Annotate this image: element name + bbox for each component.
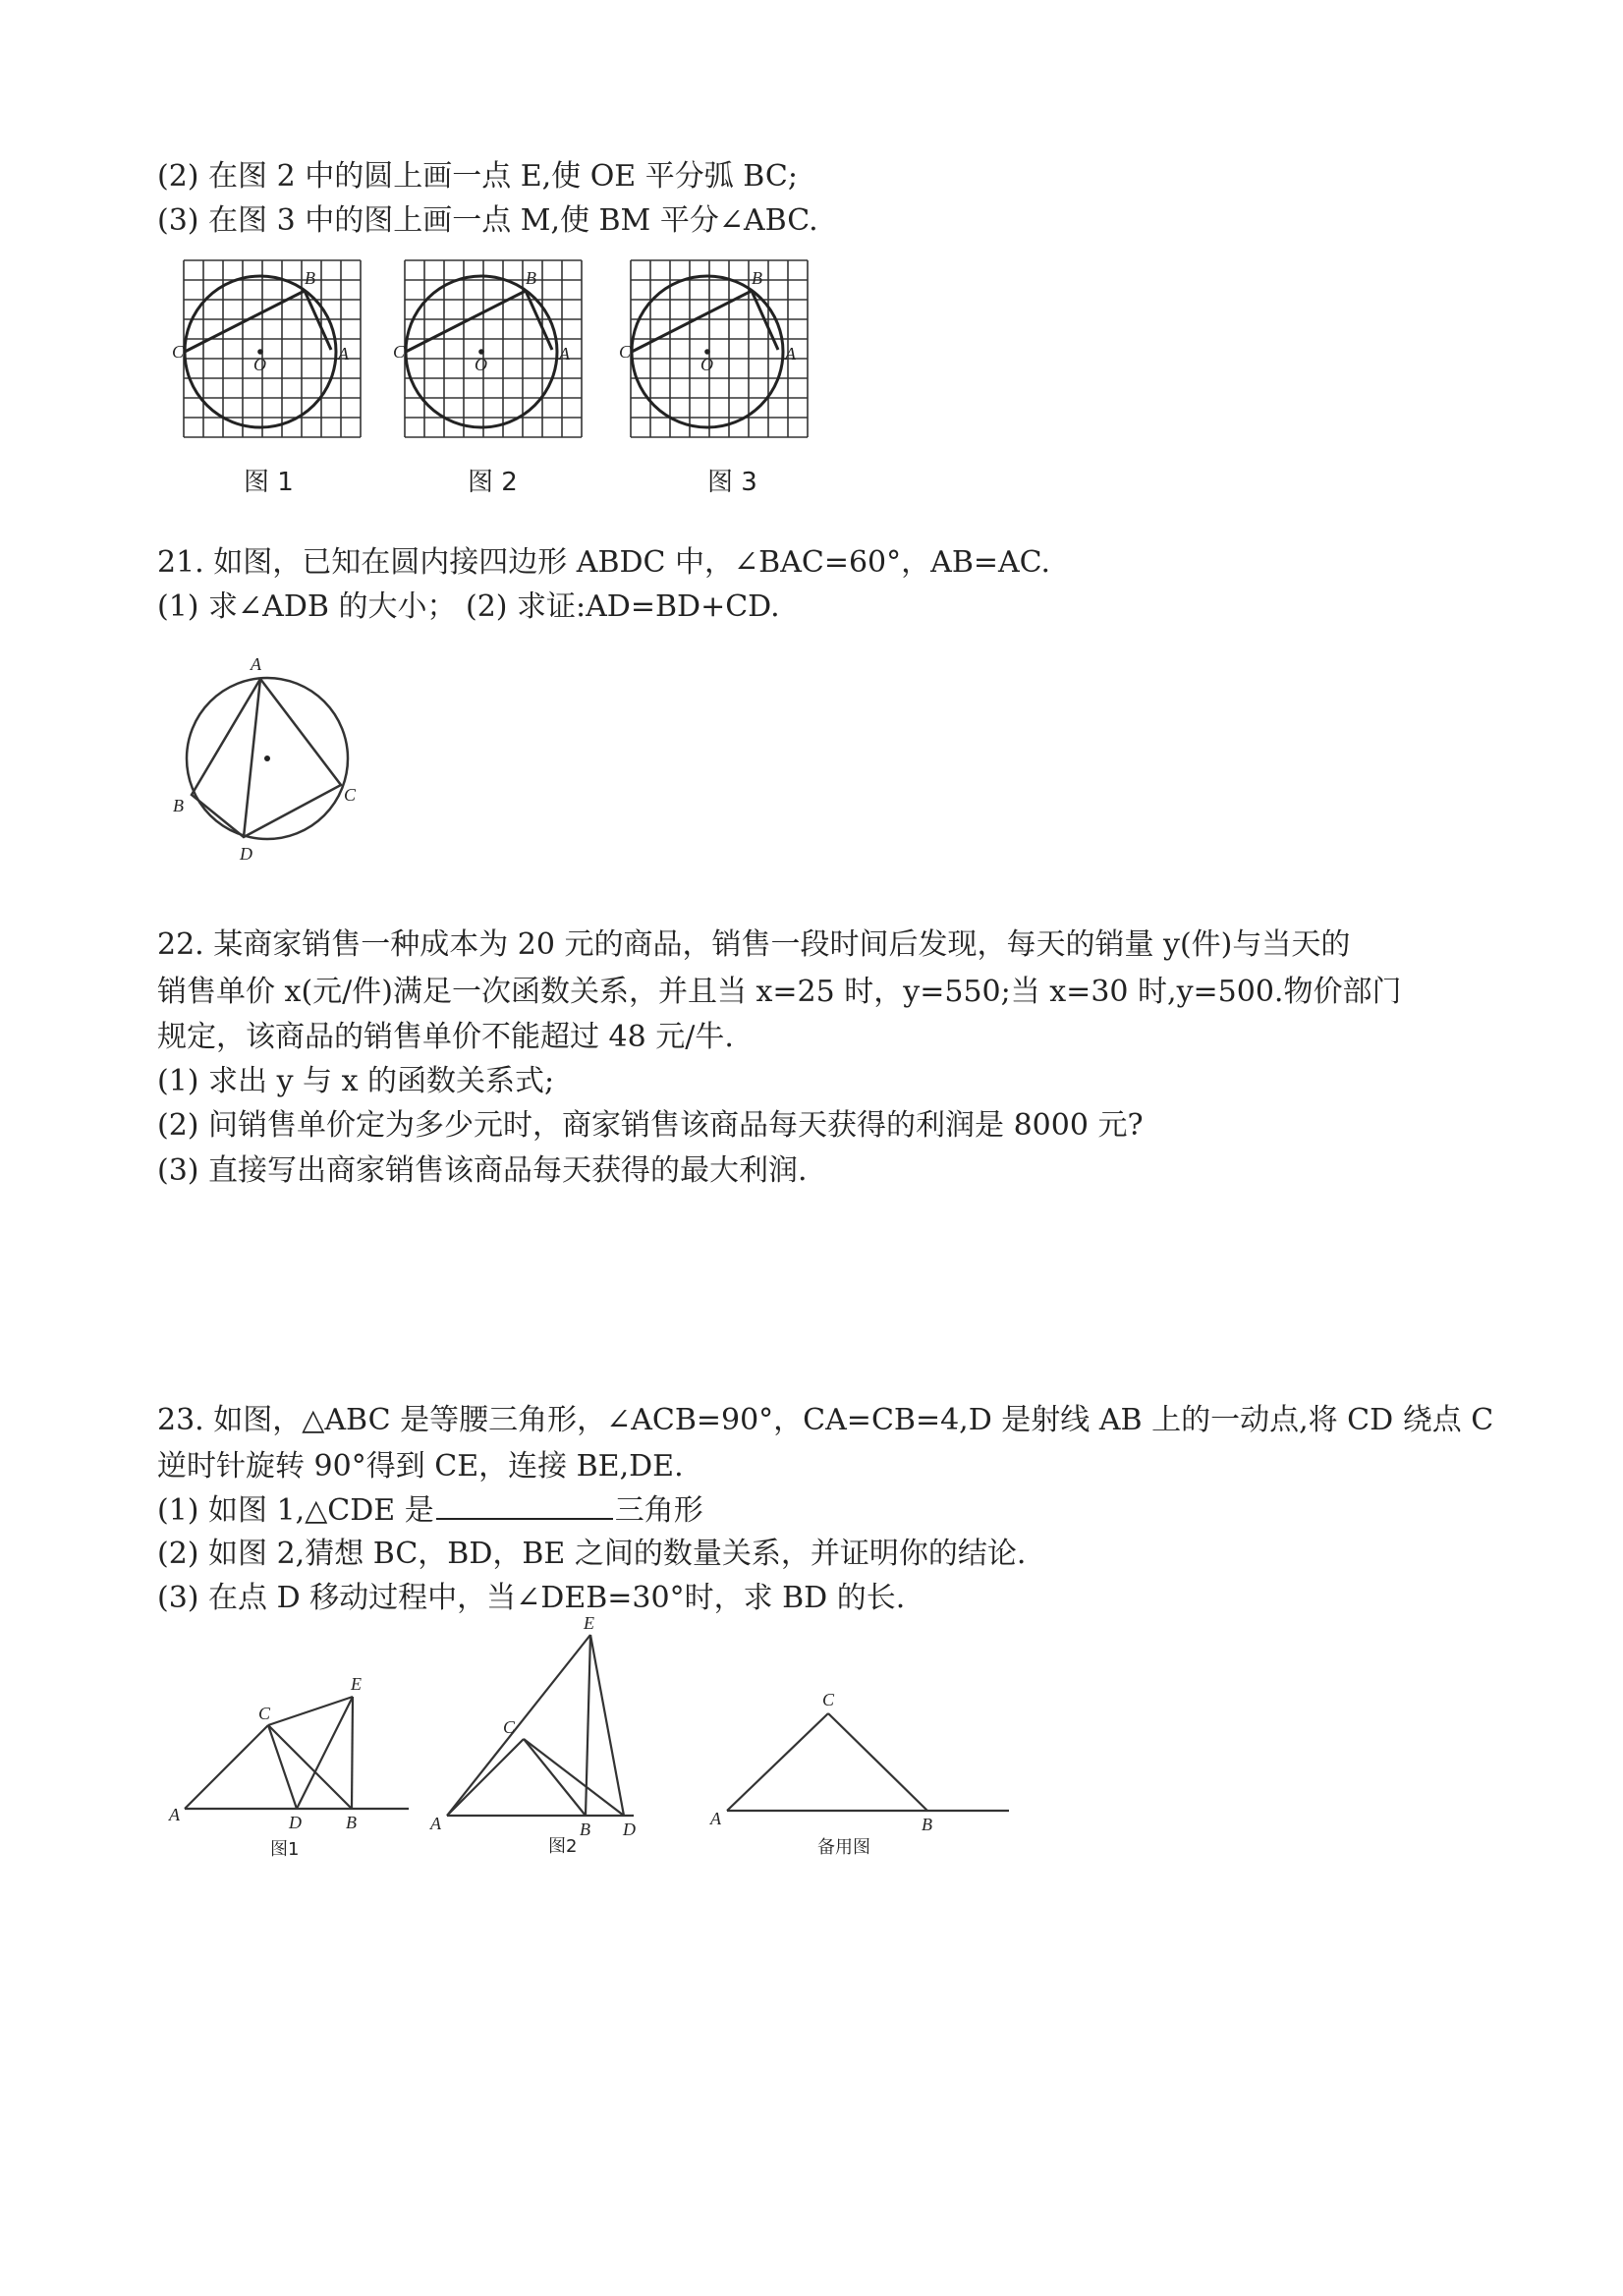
q22-part2: (2) 问销售单价定为多少元时，商家销售该商品每天获得的利润是 8000 元?	[157, 1108, 1144, 1143]
q23-triangle-diagrams	[157, 1611, 1041, 1876]
q23-fig-caption-2: 图2	[548, 1836, 578, 1857]
q20-fig-caption-2: 图 2	[468, 468, 518, 497]
q23-part3: (3) 在点 D 移动过程中，当∠DEB=30°时，求 BD 的长.	[157, 1581, 906, 1615]
label-c: C	[619, 342, 632, 362]
q23-line2: 逆时针旋转 90°得到 CE，连接 BE,DE.	[157, 1449, 684, 1484]
fig2-label-b: B	[580, 1820, 590, 1839]
label-c: C	[393, 342, 406, 362]
q22-part3: (3) 直接写出商家销售该商品每天获得的最大利润.	[157, 1153, 808, 1188]
q20-part3: (3) 在图 3 中的图上画一点 M,使 BM 平分∠ABC.	[157, 203, 818, 238]
q22-line2: 销售单价 x(元/件)满足一次函数关系，并且当 x=25 时，y=550;当 x=30 时,y=500.物价部门	[157, 975, 1402, 1009]
label-a: A	[559, 344, 570, 364]
q23-part1-text: (1) 如图 1,△CDE 是	[157, 1493, 434, 1528]
q23-part2: (2) 如图 2,猜想 BC，BD，BE 之间的数量关系，并证明你的结论.	[157, 1537, 1027, 1571]
fig1-label-d: D	[289, 1813, 302, 1832]
q20-figure-3	[619, 257, 815, 444]
q23-figures	[157, 1611, 1041, 1876]
q23-line1: 23. 如图，△ABC 是等腰三角形，∠ACB=90°，CA=CB=4,D 是射线 AB 上的一动点,将 CD 绕点 C	[157, 1403, 1494, 1437]
label-b: B	[526, 268, 536, 288]
q23-fig-caption-3: 备用图	[817, 1837, 870, 1858]
fig2-label-c: C	[503, 1717, 516, 1737]
fig1-label-a: A	[169, 1805, 180, 1824]
q22-line3: 规定，该商品的销售单价不能超过 48 元/牛.	[157, 1020, 734, 1054]
fig3-label-c: C	[822, 1690, 835, 1709]
label-a: A	[251, 654, 261, 674]
q21-stem: 21. 如图，已知在圆内接四边形 ABDC 中，∠BAC=60°，AB=AC.	[157, 545, 1051, 580]
q20-part2: (2) 在图 2 中的圆上画一点 E,使 OE 平分弧 BC;	[157, 159, 798, 194]
label-b: B	[752, 268, 762, 288]
label-c: C	[344, 785, 357, 805]
q22-line1: 22. 某商家销售一种成本为 20 元的商品，销售一段时间后发现，每天的销量 y(件)与当天的	[157, 927, 1351, 962]
q21-parts: (1) 求∠ADB 的大小； (2) 求证:AD=BD+CD.	[157, 589, 780, 624]
fig3-label-b: B	[922, 1815, 932, 1834]
q20-figure-2	[393, 257, 589, 444]
fig1-label-b: B	[346, 1813, 357, 1832]
label-a: A	[785, 344, 796, 364]
q20-grid-circle-diagram-3	[619, 257, 815, 444]
answer-blank[interactable]	[436, 1492, 613, 1520]
q20-grid-circle-diagram-2	[393, 257, 589, 444]
label-c: C	[172, 342, 185, 362]
q23-part1	[157, 1491, 703, 1531]
label-o: O	[700, 355, 713, 374]
label-o: O	[253, 355, 266, 374]
q21-inscribed-quadrilateral-diagram	[169, 648, 385, 869]
label-o: O	[475, 355, 487, 374]
fig1-label-e: E	[351, 1674, 362, 1694]
q20-figure-1	[172, 257, 368, 444]
q20-fig-caption-3: 图 3	[707, 468, 757, 497]
label-b: B	[305, 268, 315, 288]
q23-fig-caption-1: 图1	[270, 1839, 300, 1860]
label-d: D	[240, 844, 252, 864]
label-a: A	[338, 344, 349, 364]
fig1-label-c: C	[258, 1704, 271, 1723]
q21-figure	[169, 648, 385, 869]
q23-part1-suffix: 三角形	[614, 1493, 703, 1528]
q20-grid-circle-diagram-1	[172, 257, 368, 444]
fig2-label-a: A	[430, 1814, 441, 1833]
fig3-label-a: A	[710, 1809, 721, 1828]
fig2-label-e: E	[584, 1613, 594, 1633]
label-b: B	[173, 796, 184, 815]
fig2-label-d: D	[623, 1820, 636, 1839]
q22-part1: (1) 求出 y 与 x 的函数关系式;	[157, 1064, 555, 1098]
q20-fig-caption-1: 图 1	[244, 468, 294, 497]
